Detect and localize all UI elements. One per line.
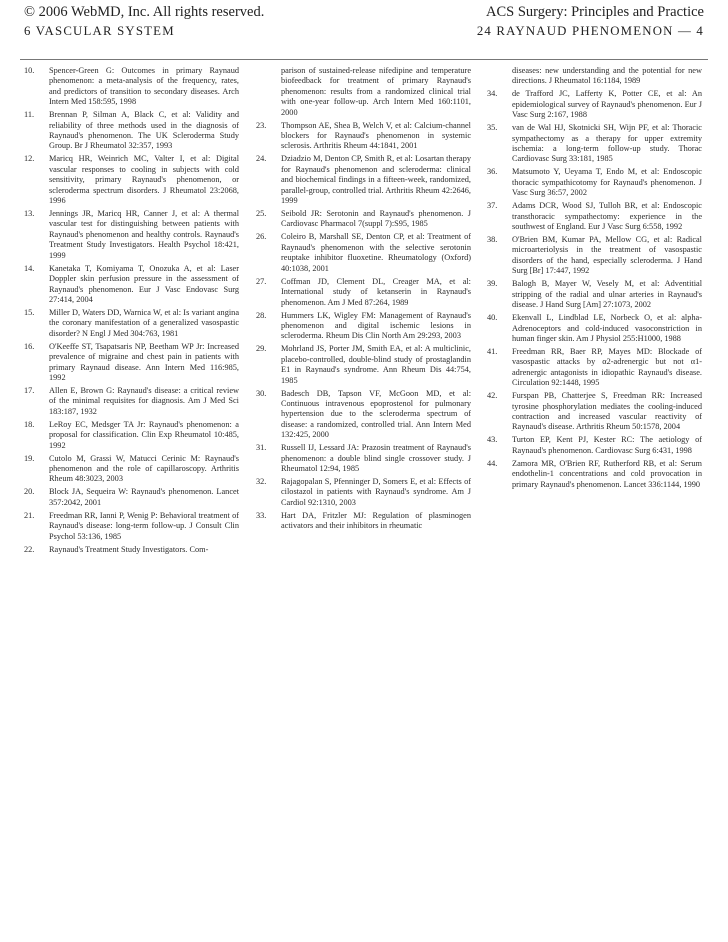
reference-number: 22. (24, 544, 35, 554)
reference-number: 14. (24, 263, 35, 273)
reference-number: 21. (24, 510, 35, 520)
section-header (20, 22, 708, 40)
reference-number: 17. (24, 385, 35, 395)
reference-item (487, 347, 702, 389)
reference-number: 11. (24, 110, 35, 120)
reference-number: 10. (24, 66, 35, 75)
reference-number: 24. (256, 154, 267, 164)
reference-text: Freedman RR, Ianni P, Wenig P: Behavioral treatment of Raynaud's disease: long-term follow-up. J Consult Clin Psychol 53:136, 1985 (49, 510, 239, 541)
reference-text: Zamora MR, O'Brien RF, Rutherford RB, et al: Serum endothelin-1 concentrations and cold provocation in primary Raynaud's phenomenon. Lancet 336:1144, 1990 (512, 458, 702, 489)
reference-text: Brennan P, Silman A, Black C, et al: Validity and reliability of three methods used in the diagnosis of Raynaud's phenomenon. The UK Scleroderma Study Group. Br J Rheumatol 32:357, 1993 (49, 110, 239, 151)
reference-text: de Trafford JC, Lafferty K, Potter CE, et al: An epidemiological survey of Raynaud's phenomenon. Eur J Vasc Surg 2:167, 1988 (512, 89, 702, 120)
reference-number: 28. (256, 310, 267, 320)
reference-item (487, 123, 702, 165)
reference-item (487, 279, 702, 310)
reference-number: 38. (487, 235, 498, 245)
reference-text: van de Wal HJ, Skotnicki SH, Wijn PF, et al: Thoracic sympathectomy as a therapy for upper extremity ischemia: a long-term follow-up study. Thorac Cardiovasc Surg 33:181, 1985 (512, 123, 702, 164)
reference-number: 13. (24, 209, 35, 219)
copyright-notice: © 2006 WebMD, Inc. All rights reserved. (24, 4, 265, 20)
reference-list (24, 66, 704, 926)
reference-number: 40. (487, 313, 498, 323)
reference-item (487, 89, 702, 120)
reference-item (487, 459, 702, 490)
reference-text: O'Keeffe ST, Tsapatsaris NP, Beetham WP Jr: Increased prevalence of migraine and chest pain in patients with primary Raynaud disease. Ann Intern Med 116:985, 1992 (49, 341, 239, 382)
reference-text: Jennings JR, Maricq HR, Canner J, et al: A thermal vascular test for distinguishing between patients with Raynaud's phenomenon and healthy controls. Raynaud's Treatment Study Investigators. Health Psychol 18:421, 1999 (49, 209, 239, 260)
reference-number: 41. (487, 346, 498, 356)
reference-number: 44. (487, 458, 498, 468)
reference-text: Mohrland JS, Porter JM, Smith EA, et al: A multiclinic, placebo-controlled, double-blind study of prostaglandin E1 in Raynaud's syndrome. Ann Rheum Dis 44:754, 1985 (281, 344, 471, 385)
reference-item (487, 313, 702, 344)
reference-number: 32. (256, 476, 267, 486)
reference-item (256, 344, 471, 386)
reference-number: 35. (487, 123, 498, 133)
reference-text: O'Brien BM, Kumar PA, Mellow CG, et al: Radical microarteriolysis in the treatment of vasospastic disorders of the hand, especially scleroderma. J Hand Surg [Br] 17:447, 1992 (512, 235, 702, 276)
reference-text: Ekenvall L, Lindblad LE, Norbeck O, et al: alpha-Adrenoceptors and cold-induced vasoconstriction in human finger skin. Am J Physiol 255:H1000, 1988 (512, 313, 702, 343)
reference-column-2 (256, 66, 471, 534)
reference-item (24, 487, 239, 508)
reference-item (24, 454, 239, 485)
reference-item (256, 311, 471, 342)
reference-text: Seibold JR: Serotonin and Raynaud's phenomenon. J Cardiovasc Pharmacol 7(suppl 7):S95, 1985 (281, 209, 471, 229)
reference-number: 33. (256, 510, 267, 520)
reference-number: 37. (487, 201, 498, 211)
reference-text: Raynaud's Treatment Study Investigators. Com- (49, 544, 209, 554)
reference-item (24, 308, 239, 339)
reference-text: Cutolo M, Grassi W, Matucci Cerinic M: Raynaud's phenomenon and the role of capillaroscopy. Arthritis Rheum 48:3023, 2003 (49, 453, 239, 484)
reference-item (487, 435, 702, 456)
reference-item (256, 477, 471, 508)
reference-number: 20. (24, 487, 35, 497)
reference-item (256, 232, 471, 274)
reference-number: 25. (256, 209, 267, 219)
reference-item (487, 66, 702, 87)
reference-text: Balogh B, Mayer W, Vesely M, et al: Adventitial stripping of the radial and ulnar arteries in Raynaud's disease. J Hand Surg [Am] 27:1073, 2002 (512, 279, 702, 310)
reference-item (24, 110, 239, 152)
reference-text: Kanetaka T, Komiyama T, Onozuka A, et al: Laser Doppler skin perfusion pressure in the assessment of Raynaud's phenomenon. Eur J Vasc Endovasc Surg 27:414, 2004 (49, 263, 239, 304)
reference-item (487, 167, 702, 198)
reference-text: Badesch DB, Tapson VF, McGoon MD, et al: Continuous intravenous epoprostenol for pulmonary hypertension due to the scleroderma spectrum of disease: a randomized, controlled trial. Ann Intern Med 132:425, 2000 (281, 388, 471, 440)
reference-number: 31. (256, 443, 267, 453)
reference-item (24, 66, 239, 108)
reference-item (24, 420, 239, 451)
reference-number: 26. (256, 232, 267, 242)
reference-number: 43. (487, 435, 498, 445)
reference-item (256, 66, 471, 118)
reference-text: Thompson AE, Shea B, Welch V, et al: Calcium-channel blockers for Raynaud's phenomenon in systemic sclerosis. Arthritis Rheum 44:1841, 2001 (281, 120, 471, 151)
reference-text: Allen E, Brown G: Raynaud's disease: a critical review of the minimal requisites for diagnosis. Am J Med Sci 183:187, 1932 (49, 385, 239, 416)
reference-item (256, 209, 471, 230)
reference-number: 39. (487, 279, 498, 289)
reference-number: 18. (24, 419, 35, 429)
reference-text: Turton EP, Kent PJ, Kester RC: The aetiology of Raynaud's phenomenon. Cardiovasc Surg 6:431, 1998 (512, 435, 702, 455)
reference-text: Miller D, Waters DD, Warnica W, et al: Is variant angina the coronary manifestation of a generalized vasospastic disorder? N Engl J Med 304:763, 1981 (49, 307, 239, 338)
reference-text: Block JA, Sequeira W: Raynaud's phenomenon. Lancet 357:2042, 2001 (49, 487, 239, 507)
reference-item (487, 235, 702, 277)
reference-text: Maricq HR, Weinrich MC, Valter I, et al: Digital vascular responses to cooling in subjects with cold sensitivity, primary Raynaud's phenomenon, or scleroderma spectrum disorders. J Rheumatol 23:2068, 1996 (49, 154, 239, 206)
reference-item (24, 264, 239, 306)
chapter-label: 24 RAYNAUD PHENOMENON — 4 (476, 24, 704, 38)
reference-item (24, 209, 239, 261)
reference-text: Rajagopalan S, Pfenninger D, Somers E, et al: Effects of cilostazol in patients with Raynaud's syndrome. Am J Cardiol 92:1310, 2003 (281, 476, 471, 507)
reference-number: 27. (256, 276, 267, 286)
reference-column-3 (487, 66, 702, 493)
reference-item (24, 386, 239, 417)
reference-column-1 (24, 66, 239, 558)
reference-text: Furspan PB, Chatterjee S, Freedman RR: Increased tyrosine phosphorylation mediates the cooling-induced contraction and increased vascular reactivity of Raynaud's disease. Arthritis Rheum 50:1578, 2004 (512, 391, 702, 432)
reference-item (256, 389, 471, 441)
reference-item (256, 154, 471, 206)
reference-text: LeRoy EC, Medsger TA Jr: Raynaud's phenomenon: a proposal for classification. Clin Exp Rheumatol 10:485, 1992 (49, 419, 239, 450)
reference-text: Russell IJ, Lessard JA: Prazosin treatment of Raynaud's phenomenon: a double blind single crossover study. J Rheumatol 12:94, 1985 (281, 443, 471, 473)
reference-number: 19. (24, 453, 35, 463)
reference-text: Adams DCR, Wood SJ, Tulloh BR, et al: Endoscopic transthoracic sympathectomy: experience in the southwest of England. Eur J Vasc Surg 6:558, 1992 (512, 201, 702, 232)
book-title: ACS Surgery: Principles and Practice (485, 4, 704, 20)
reference-text: parison of sustained-release nifedipine and temperature biofeedback for treatment of primary Raynaud's phenomenon: results from a randomized clinical trial with one-year follow-up. Arch Intern Med 160:1101, 2000 (281, 66, 471, 117)
reference-number: 23. (256, 120, 267, 130)
reference-item (256, 443, 471, 474)
reference-item (487, 391, 702, 433)
reference-text: Dziadzio M, Denton CP, Smith R, et al: Losartan therapy for Raynaud's phenomenon and scleroderma: clinical and biochemical findings in a fifteen-week, randomized, parallel-group, controlled trial. Arthritis Rheum 42:2646, 1999 (281, 154, 471, 206)
reference-item (24, 154, 239, 206)
reference-text: Matsumoto Y, Ueyama T, Endo M, et al: Endoscopic thoracic sympathicotomy for Raynaud's phenomenon. J Vasc Surg 36:57, 2002 (512, 167, 702, 198)
reference-item (256, 277, 471, 308)
reference-number: 12. (24, 154, 35, 164)
header-divider (20, 59, 708, 60)
reference-item (24, 545, 239, 555)
reference-number: 34. (487, 89, 498, 99)
reference-text: Hummers LK, Wigley FM: Management of Raynaud's phenomenon and digital ischemic lesions in scleroderma. Rheum Dis Clin North Am 29:293, 2003 (281, 310, 471, 341)
reference-number: 30. (256, 388, 267, 398)
reference-number: 29. (256, 344, 267, 354)
reference-number: 16. (24, 341, 35, 351)
reference-text: Freedman RR, Baer RP, Mayes MD: Blockade of vasospastic attacks by α2-adrenergic but not α1-adrenergic antagonists in idiopathic Raynaud's disease. Circulation 92:1448, 1995 (512, 346, 702, 388)
reference-item (256, 121, 471, 152)
reference-item (487, 201, 702, 232)
reference-number: 15. (24, 307, 35, 317)
running-header (20, 2, 708, 22)
reference-number: 42. (487, 391, 498, 401)
reference-text: Spencer-Green G: Outcomes in primary Raynaud phenomenon: a meta-analysis of the frequency, rates, and predictors of transition to secondary diseases. Arch Intern Med 158:595, 1998 (49, 66, 239, 107)
reference-text: Hart DA, Fritzler MJ: Regulation of plasminogen activators and their inhibitors in rheumatic (281, 510, 471, 531)
reference-item (24, 342, 239, 384)
reference-number: 36. (487, 167, 498, 177)
section-label: 6 VASCULAR SYSTEM (24, 24, 175, 38)
reference-item (24, 511, 239, 542)
reference-text: Coleiro B, Marshall SE, Denton CP, et al: Treatment of Raynaud's phenomenon with the selective serotonin reuptake inhibitor fluoxetine. Rheumatology (Oxford) 40:1038, 2001 (281, 232, 471, 273)
reference-item (256, 511, 471, 532)
reference-text: Coffman JD, Clement DL, Creager MA, et al: International study of ketanserin in Raynaud's phenomenon. Am J Med 87:264, 1989 (281, 276, 471, 307)
reference-text: diseases: new understanding and the potential for new directions. J Rheumatol 16:1184, 1989 (512, 66, 702, 86)
